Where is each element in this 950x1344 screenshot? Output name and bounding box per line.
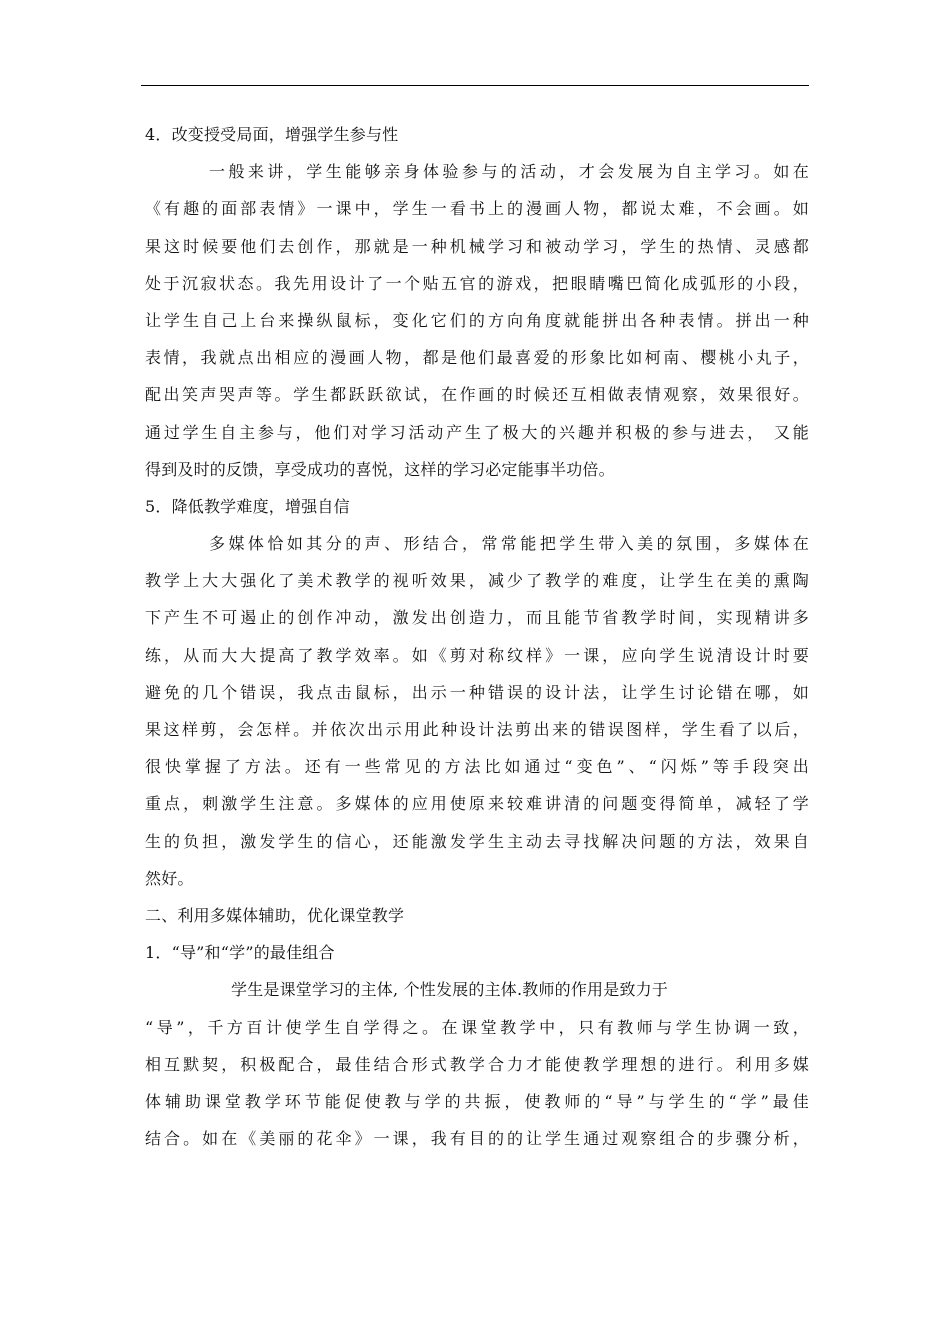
paragraph-line: 配出笑声哭声等。学生都跃跃欲试，在作画的时候还互相做表情观察，效果很好。 <box>145 385 809 405</box>
paragraph-line: 得到及时的反馈，享受成功的喜悦，这样的学习必定能事半功倍。 <box>145 459 615 479</box>
paragraph-line: 《有趣的面部表情》一课中，学生一看书上的漫画人物，都说太难，不会画。如 <box>145 199 809 219</box>
paragraph-line: 下产生不可遏止的创作冲动，激发出创造力，而且能节省教学时间，实现精讲多 <box>145 608 809 628</box>
paragraph-line: 表情，我就点出相应的漫画人物，都是他们最喜爱的形象比如柯南、樱桃小丸子， <box>145 348 809 368</box>
paragraph-line: 练，从而大大提高了教学效率。如《剪对称纹样》一课，应向学生说清设计时要 <box>145 645 809 665</box>
paragraph-line: 生的负担，激发学生的信心，还能激发学生主动去寻找解决问题的方法，效果自 <box>145 831 809 851</box>
subsection-heading-1: 1．“导”和“学”的最佳组合 <box>145 943 335 963</box>
section-heading-4: 4．改变授受局面，增强学生参与性 <box>145 125 399 144</box>
paragraph-line: 多媒体恰如其分的声、形结合，常常能把学生带入美的氛围，多媒体在 <box>209 534 809 554</box>
paragraph-line: “导”，千方百计使学生自学得之。在课堂教学中，只有教师与学生协调一致， <box>145 1017 809 1037</box>
paragraph-line: 让学生自己上台来操纵鼠标，变化它们的方向角度就能拼出各种表情。拼出一种 <box>145 310 809 330</box>
section-heading-2: 二、利用多媒体辅助，优化课堂教学 <box>145 905 405 925</box>
paragraph-line: 然好。 <box>145 868 194 888</box>
paragraph-line: 避免的几个错误，我点击鼠标，出示一种错误的设计法，让学生讨论错在哪，如 <box>145 682 809 702</box>
paragraph-line: 处于沉寂状态。我先用设计了一个贴五官的游戏，把眼睛嘴巴简化成弧形的小段， <box>145 273 809 293</box>
paragraph-line: 体辅助课堂教学环节能促使教与学的共振，使教师的“导”与学生的“学”最佳 <box>145 1091 809 1111</box>
section-heading-5: 5．降低教学难度，增强自信 <box>145 496 350 516</box>
paragraph-line: 很快掌握了方法。还有一些常见的方法比如通过“变色”、“闪烁”等手段突出 <box>145 757 809 777</box>
paragraph-line: 相互默契，积极配合，最佳结合形式教学合力才能使教学理想的进行。利用多媒 <box>145 1054 809 1074</box>
paragraph-line: 果这样剪，会怎样。并依次出示用此种设计法剪出来的错误图样，学生看了以后， <box>145 720 809 739</box>
paragraph-line: 一般来讲，学生能够亲身体验参与的活动，才会发展为自主学习。如在 <box>209 162 809 182</box>
header-rule <box>141 85 809 86</box>
paragraph-line: 果这时候要他们去创作，那就是一种机械学习和被动学习，学生的热情、灵感都 <box>145 236 809 256</box>
paragraph-line: 通过学生自主参与，他们对学习活动产生了极大的兴趣并积极的参与进去， 又能 <box>145 422 809 442</box>
paragraph-line: 教学上大大强化了美术教学的视听效果，减少了教学的难度，让学生在美的熏陶 <box>145 571 809 591</box>
paragraph-line: 结合。如在《美丽的花伞》一课，我有目的的让学生通过观察组合的步骤分析， <box>145 1129 809 1149</box>
paragraph-line: 学生是课堂学习的主体, 个性发展的主体.教师的作用是致力于 <box>231 980 669 1000</box>
document-body <box>145 116 809 1157</box>
paragraph-line: 重点，刺激学生注意。多媒体的应用使原来较难讲清的问题变得简单，减轻了学 <box>145 794 809 814</box>
